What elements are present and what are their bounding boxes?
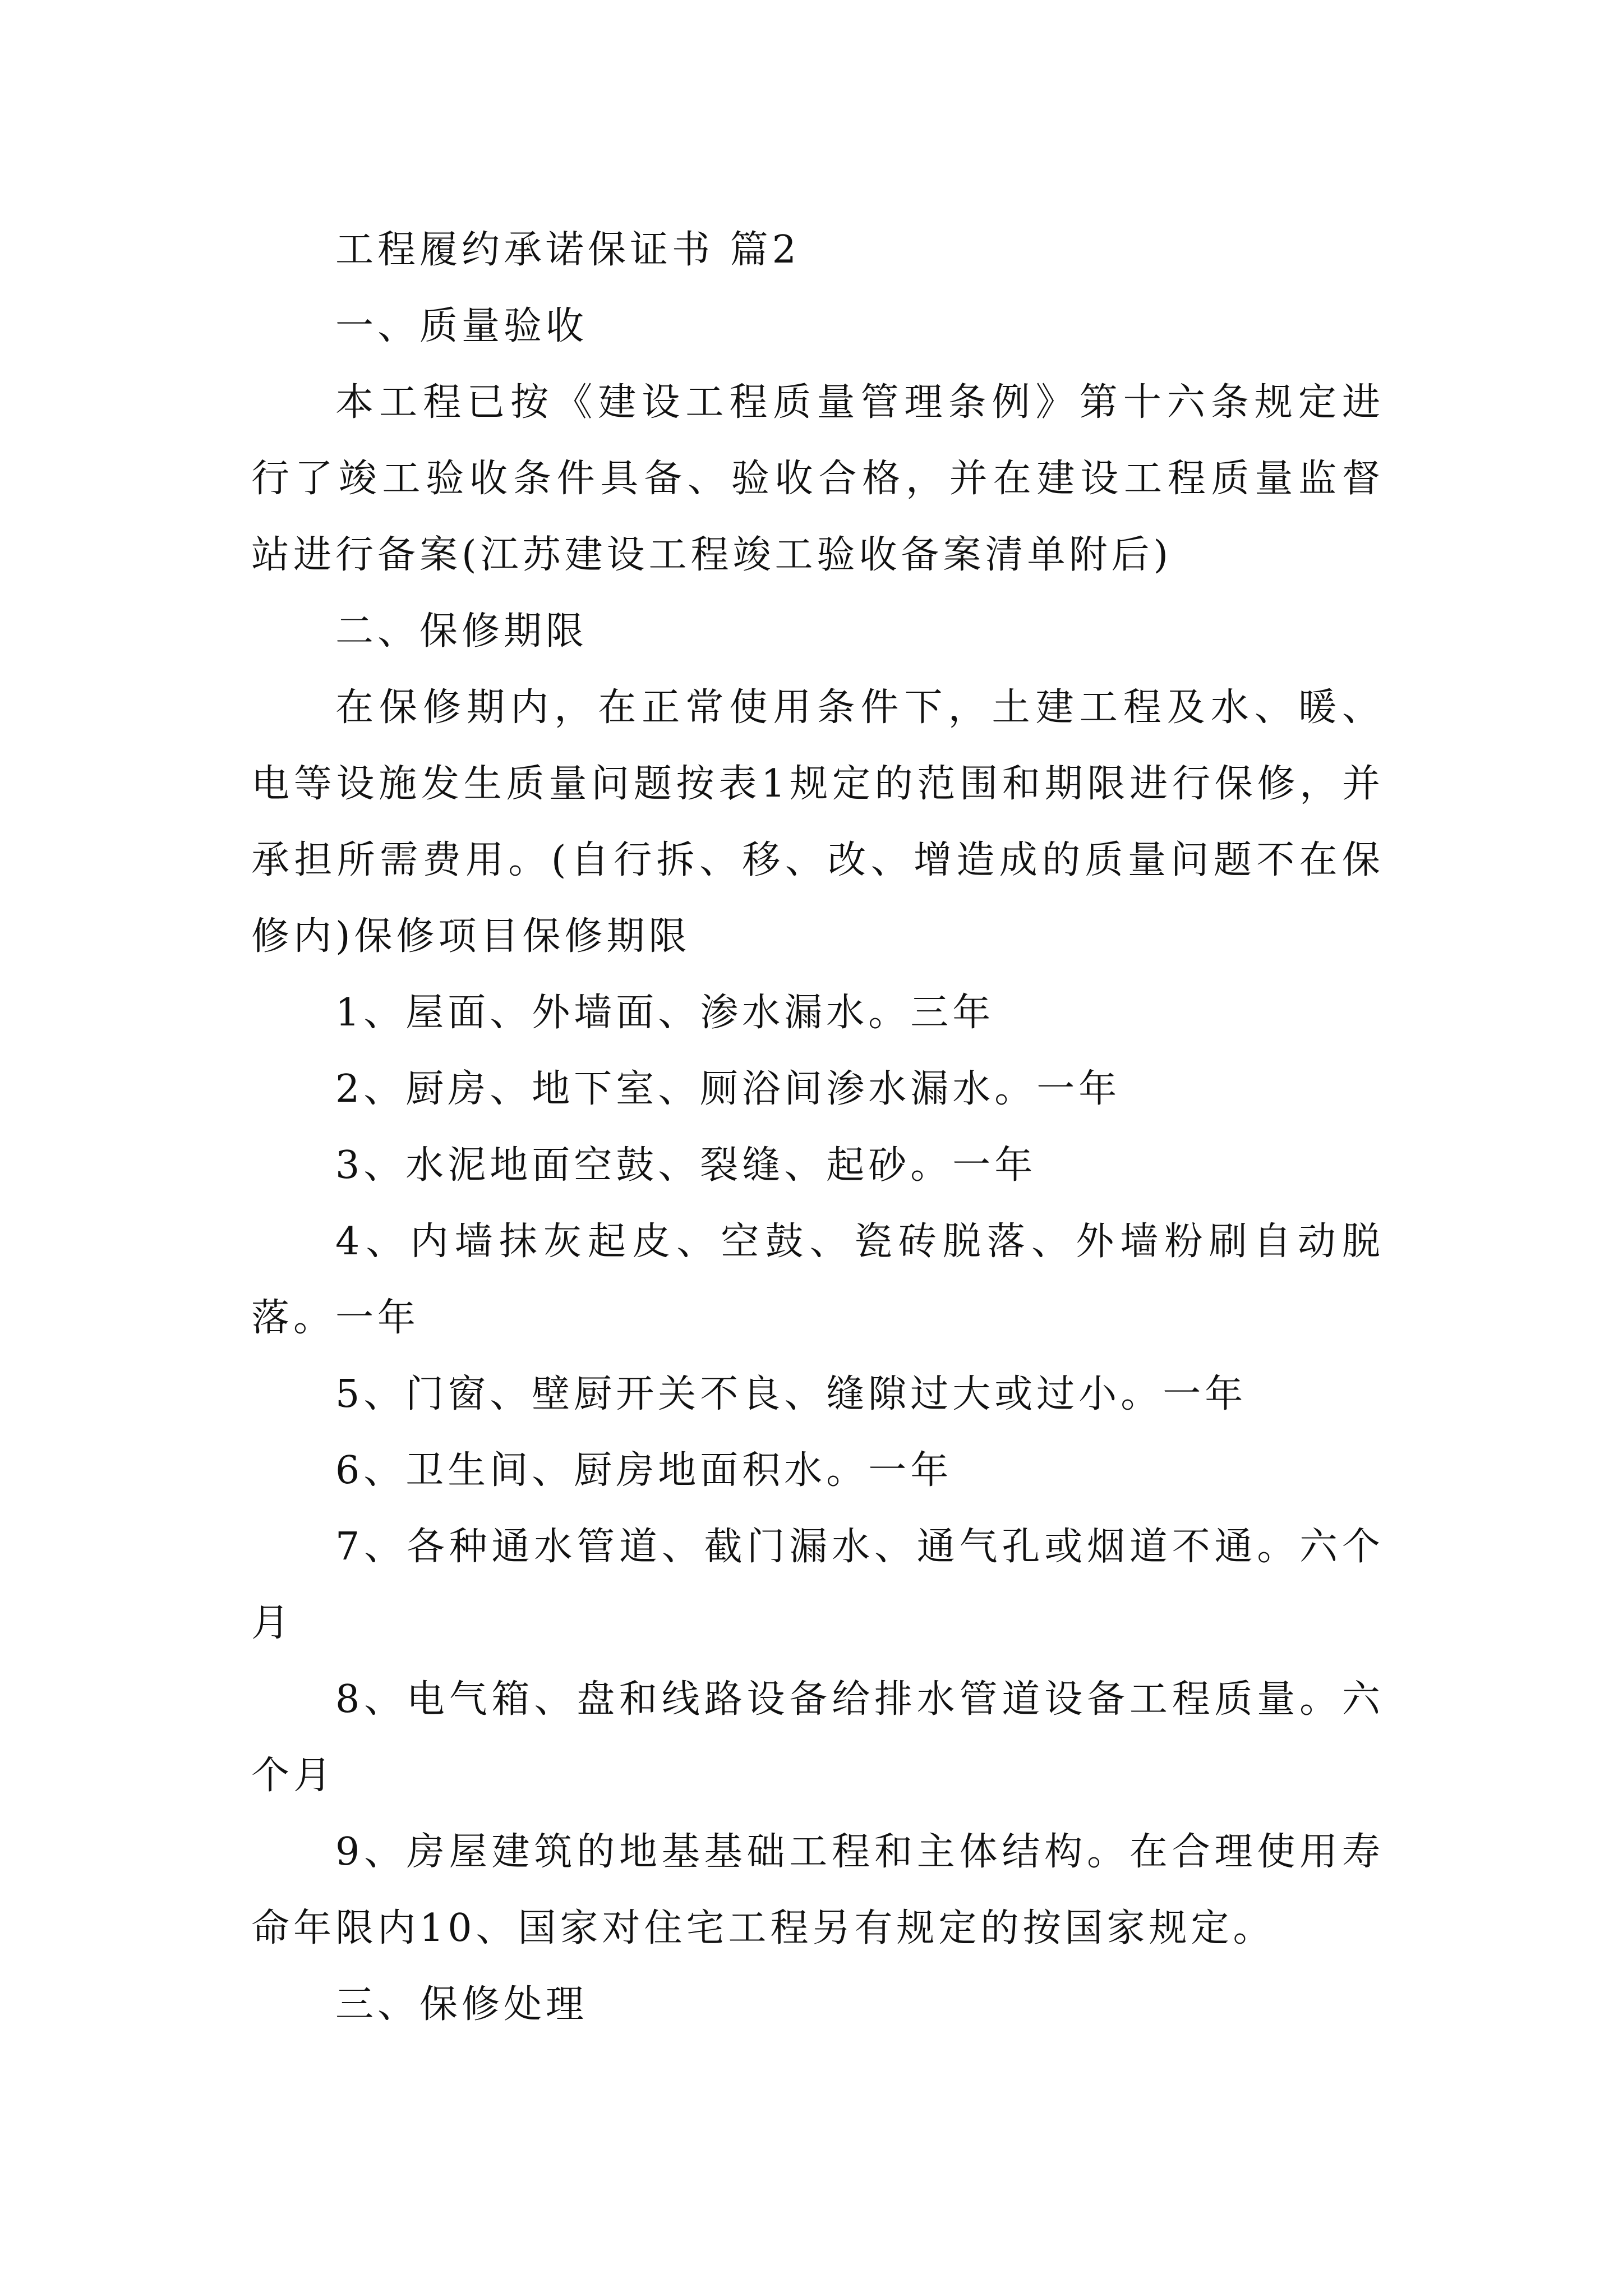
warranty-item-9: 9、房屋建筑的地基基础工程和主体结构。在合理使用寿命年限内10、国家对住宅工程另有规定的按国家规定。: [251, 1830, 1384, 1950]
section-heading-pian2: 工程履约承诺保证书 篇2: [335, 228, 800, 272]
heading-warranty-handling: 三、保修处理: [335, 1982, 588, 2027]
heading-quality-acceptance: 一、质量验收: [335, 304, 588, 348]
warranty-item-4: 4、内墙抹灰起皮、空鼓、瓷砖脱落、外墙粉刷自动脱落。一年: [251, 1220, 1384, 1340]
warranty-item-8: 8、电气箱、盘和线路设备给排水管道设备工程质量。六个月: [251, 1677, 1384, 1798]
warranty-item-7: 7、各种通水管道、截门漏水、通气孔或烟道不通。六个月: [251, 1525, 1384, 1645]
paragraph-quality-acceptance: 本工程已按《建设工程质量管理条例》第十六条规定进行了竣工验收条件具备、验收合格，并在建设工程质量监督站进行备案(江苏建设工程竣工验收备案清单附后): [251, 380, 1384, 577]
heading-warranty-period: 二、保修期限: [335, 609, 588, 654]
warranty-item-5: 5、门窗、壁厨开关不良、缝隙过大或过小。一年: [335, 1372, 1247, 1416]
paragraph-warranty-scope: 在保修期内，在正常使用条件下，土建工程及水、暖、电等设施发生质量问题按表1规定的范围和期限进行保修，并承担所需费用。(自行拆、移、改、增造成的质量问题不在保修内)保修项目保修期限: [251, 685, 1384, 959]
warranty-item-3: 3、水泥地面空鼓、裂缝、起砂。一年: [335, 1143, 1037, 1188]
warranty-item-6: 6、卫生间、厨房地面积水。一年: [335, 1448, 953, 1493]
document-body: [251, 212, 1384, 2043]
warranty-item-1: 1、屋面、外墙面、渗水漏水。三年: [335, 991, 995, 1035]
warranty-item-2: 2、厨房、地下室、厕浴间渗水漏水。一年: [335, 1067, 1121, 1111]
